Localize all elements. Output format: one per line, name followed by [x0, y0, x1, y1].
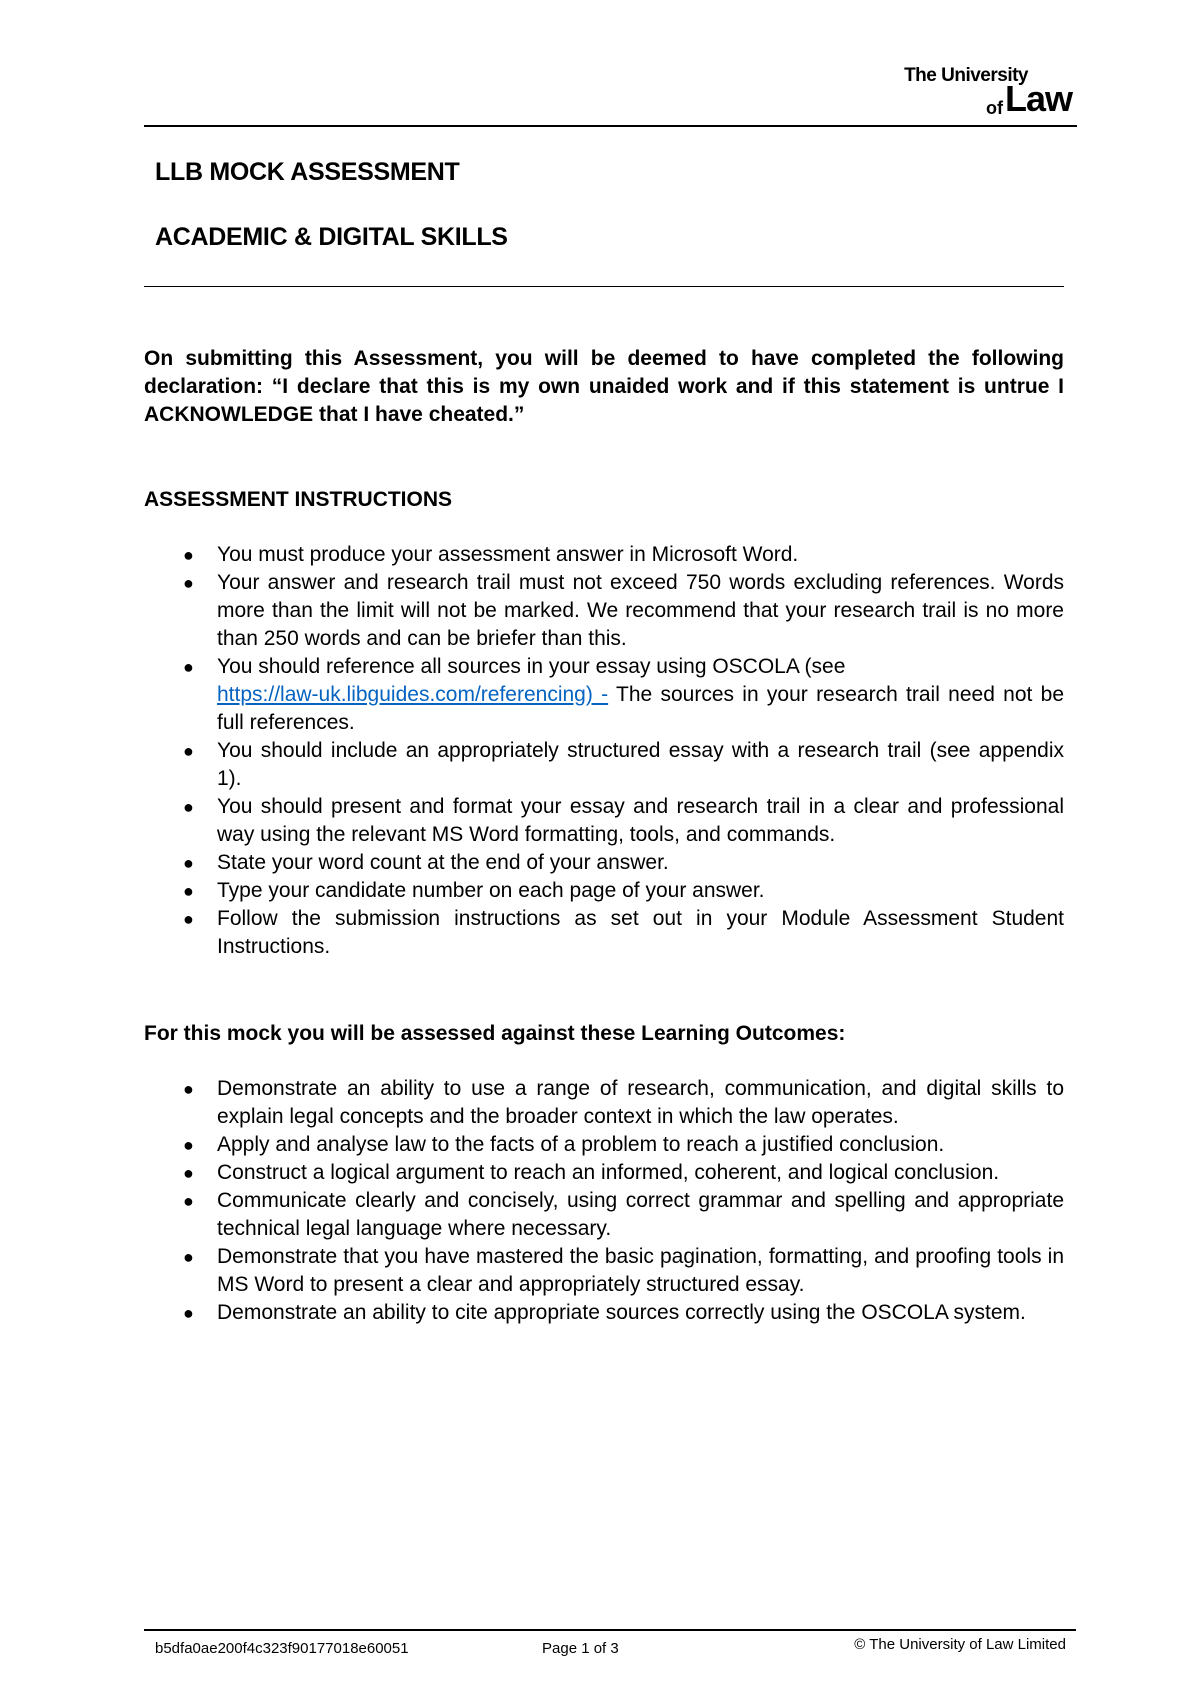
list-item-text: You should reference all sources in your essay using OSCOLA (see [217, 655, 846, 678]
declaration-text: On submitting this Assessment, you will be deemed to have completed the following declaration: “I declare that this is my own unaided work and if this statement is untrue I ACKNOWLEDGE that I have cheated.” [144, 347, 1064, 426]
document-subtitle: ACADEMIC & DIGITAL SKILLS [155, 223, 508, 251]
list-item [144, 653, 1064, 737]
university-logo [904, 66, 1072, 117]
list-item [144, 793, 1064, 849]
bullet-icon: ● [183, 657, 194, 677]
bullet-icon: ● [183, 1247, 194, 1267]
logo-of: of [985, 98, 1003, 118]
list-item-text-after: The sources in your research trail need not be full references. [217, 683, 1064, 734]
bullet-icon: ● [183, 1135, 194, 1155]
list-item-text: Communicate clearly and concisely, using correct grammar and spelling and appropriate technical legal language where necessary. [217, 1189, 1064, 1240]
document-title: LLB MOCK ASSESSMENT [155, 158, 460, 186]
list-item-text: Follow the submission instructions as set out in your Module Assessment Student Instructions. [217, 907, 1064, 958]
outcomes-list [144, 1075, 1064, 1327]
bullet-icon: ● [183, 797, 194, 817]
footer-page-number: Page 1 of 3 [542, 1640, 619, 1657]
bullet-icon: ● [183, 1079, 194, 1099]
list-item [144, 1131, 1064, 1159]
footer-rule [144, 1629, 1076, 1631]
bullet-icon: ● [183, 909, 194, 929]
list-item [144, 1075, 1064, 1131]
list-item [144, 569, 1064, 653]
bullet-icon: ● [183, 545, 194, 565]
list-item [144, 877, 1064, 905]
list-item-text: You must produce your assessment answer in Microsoft Word. [217, 543, 799, 566]
title-rule [144, 286, 1064, 287]
footer-copyright: © The University of Law Limited [854, 1636, 1066, 1653]
list-item [144, 1159, 1064, 1187]
list-item [144, 905, 1064, 961]
bullet-icon: ● [183, 573, 194, 593]
list-item-text: Your answer and research trail must not exceed 750 words excluding references. Words more than the limit will not be marked. We recommend that your research trail is no more than 250 words and can be briefer than this. [217, 571, 1064, 650]
logo-line-1: The University [904, 65, 1028, 86]
list-item-text: You should include an appropriately structured essay with a research trail (see appendix 1). [217, 739, 1064, 790]
bullet-icon: ● [183, 881, 194, 901]
list-item [144, 1187, 1064, 1243]
bullet-icon: ● [183, 853, 194, 873]
list-item [144, 1299, 1064, 1327]
list-item-text: Demonstrate that you have mastered the basic pagination, formatting, and proofing tools in MS Word to present a clear and appropriately structured essay. [217, 1245, 1064, 1296]
referencing-link[interactable]: https://law-uk.libguides.com/referencing) - [217, 683, 609, 706]
bullet-icon: ● [183, 1191, 194, 1211]
list-item-text: Construct a logical argument to reach an informed, coherent, and logical conclusion. [217, 1161, 1000, 1184]
bullet-icon: ● [183, 1303, 194, 1323]
list-item [144, 737, 1064, 793]
bullet-icon: ● [183, 741, 194, 761]
instructions-heading: ASSESSMENT INSTRUCTIONS [144, 488, 453, 511]
bullet-icon: ● [183, 1163, 194, 1183]
list-item-text: Demonstrate an ability to use a range of research, communication, and digital skills to explain legal concepts and the broader context in which the law operates. [217, 1077, 1064, 1128]
list-item-text: Type your candidate number on each page of your answer. [217, 879, 765, 902]
outcomes-heading: For this mock you will be assessed against these Learning Outcomes: [144, 1022, 846, 1045]
list-item [144, 849, 1064, 877]
list-item-text: State your word count at the end of your answer. [217, 851, 669, 874]
list-item [144, 1243, 1064, 1299]
footer-document-id: b5dfa0ae200f4c323f90177018e60051 [155, 1640, 409, 1657]
logo-line-2 [904, 78, 1072, 119]
list-item-text: Apply and analyse law to the facts of a problem to reach a justified conclusion. [217, 1133, 945, 1156]
header-rule [144, 125, 1077, 127]
logo-law: Law [1004, 78, 1072, 119]
list-item [144, 541, 1064, 569]
instructions-list [144, 541, 1064, 961]
list-item-text: Demonstrate an ability to cite appropriate sources correctly using the OSCOLA system. [217, 1301, 1026, 1324]
list-item-text: You should present and format your essay and research trail in a clear and professional way using the relevant MS Word formatting, tools, and commands. [217, 795, 1064, 846]
